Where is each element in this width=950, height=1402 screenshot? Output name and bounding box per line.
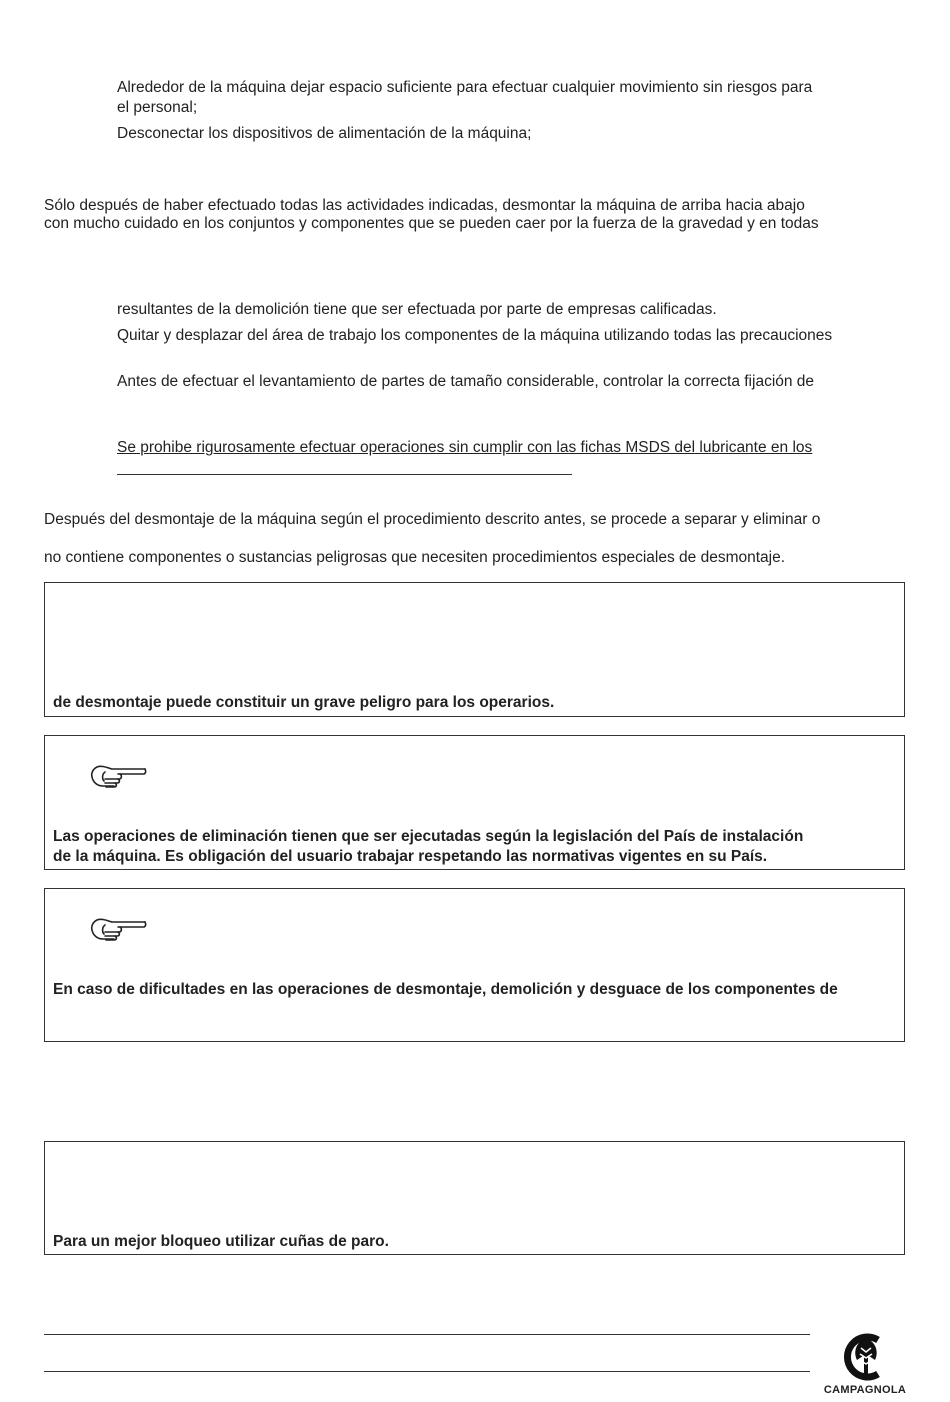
paragraph-dismantle-line-2: con mucho cuidado en los conjuntos y componentes que se pueden caer por la fuerza de la gravedad y en todas <box>44 215 819 232</box>
paragraph-remove-components: Quitar y desplazar del área de trabajo los componentes de la máquina utilizando todas las precauciones <box>117 327 833 344</box>
paragraph-dismantle-line-1: Sólo después de haber efectuado todas las actividades indicadas, desmontar la máquina de arriba hacia abajo <box>44 197 805 214</box>
notice-box-text-line-2: de la máquina. Es obligación del usuario trabajar respetando las normativas vigentes en su País. <box>53 848 768 865</box>
pointing-hand-icon <box>87 913 147 945</box>
paragraph-space-around-machine <box>117 78 905 118</box>
notice-box-text-line-1: Las operaciones de eliminación tienen que ser ejecutadas según la legislación del País de instalación <box>53 828 804 845</box>
paragraph-lifting-parts: Antes de efectuar el levantamiento de partes de tamaño considerable, controlar la correcta fijación de <box>117 373 815 390</box>
tree-logo-icon <box>820 1330 910 1384</box>
paragraph-demolition-companies: resultantes de la demolición tiene que ser efectuada por parte de empresas calificadas. <box>117 301 717 318</box>
footer-rule-top <box>44 1334 810 1335</box>
notice-box-difficulties <box>44 888 905 1042</box>
paragraph-separate-eliminate: Después del desmontaje de la máquina según el procedimiento descrito antes, se procede a separar y eliminar o <box>44 511 821 528</box>
paragraph-msds-warning: Se prohibe rigurosamente efectuar operaciones sin cumplir con las fichas MSDS del lubricante en los <box>117 439 813 456</box>
paragraph-line: el personal; <box>117 99 198 116</box>
footer-rule-bottom <box>44 1371 810 1372</box>
logo-text: CAMPAGNOLA <box>823 1384 907 1396</box>
campagnola-logo <box>820 1330 910 1400</box>
notice-box-legislation <box>44 735 905 870</box>
notice-box-wedges <box>44 1141 905 1255</box>
notice-box-danger <box>44 582 905 717</box>
notice-box-text: En caso de dificultades en las operaciones de desmontaje, demolición y desguace de los componentes de <box>53 981 838 998</box>
paragraph-no-dangerous-components: no contiene componentes o sustancias peligrosas que necesiten procedimientos especiales de desmontaje. <box>44 549 786 566</box>
pointing-hand-icon <box>87 760 147 792</box>
notice-box-text: de desmontaje puede constituir un grave peligro para los operarios. <box>53 694 555 711</box>
paragraph-line: Alrededor de la máquina dejar espacio suficiente para efectuar cualquier movimiento sin riesgos para <box>117 79 813 96</box>
paragraph-disconnect: Desconectar los dispositivos de alimentación de la máquina; <box>117 125 532 142</box>
underline-rule <box>117 474 572 475</box>
notice-box-text: Para un mejor bloqueo utilizar cuñas de paro. <box>53 1233 389 1250</box>
